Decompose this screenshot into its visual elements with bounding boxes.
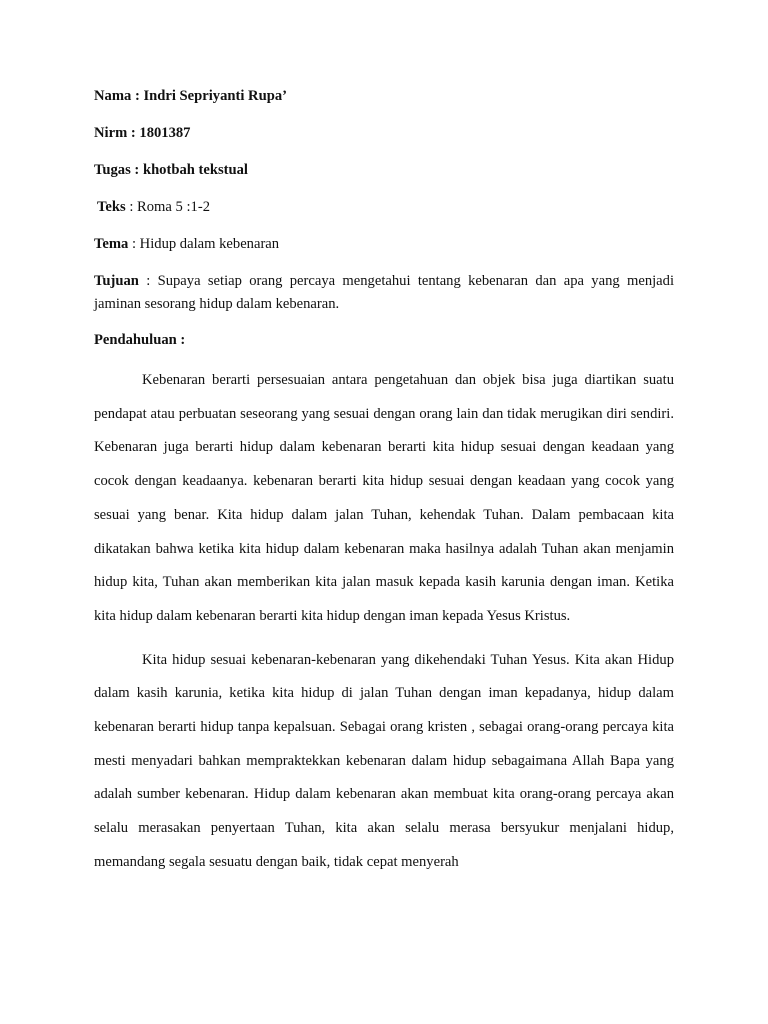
tujuan-value: : Supaya setiap orang percaya mengetahui tentang kebenaran dan apa yang menjadi jaminan sesorang hidup dalam kebenaran. <box>94 273 674 312</box>
nirm-label: Nirm : <box>94 125 140 141</box>
tema-label: Tema <box>94 236 129 252</box>
body-paragraph-2: Kita hidup sesuai kebenaran-kebenaran yang dikehendaki Tuhan Yesus. Kita akan Hidup dalam kasih karunia, ketika kita hidup di jalan Tuhan dengan iman kepadanya, hidup dalam kebenaran berarti hidup tanpa kepalsuan. Sebagai orang kristen , sebagai orang-orang percaya kita mesti menyadari bahkan mempraktekkan kebenaran dalam hidup sebagaimana Allah Bapa yang adalah sumber kebenaran. Hidup dalam kebenaran akan membuat kita orang-orang percaya akan selalu merasakan penyertaan Tuhan, kita akan selalu merasa bersyukur menjalani hidup, memandang segala sesuatu dengan baik, tidak cepat menyerah <box>94 651 674 870</box>
nama-value: Indri Sepriyanti Rupa’ <box>143 88 287 104</box>
teks-label: Teks <box>97 199 126 215</box>
tugas-label: Tugas : <box>94 162 143 178</box>
tujuan-label: Tujuan <box>94 273 139 289</box>
document-body <box>94 86 674 880</box>
field-tujuan <box>94 270 674 316</box>
body-paragraph-1: Kebenaran berarti persesuaian antara pengetahuan dan objek bisa juga diartikan suatu pendapat atau perbuatan seseorang yang sesuai dengan orang lain dan tidak merugikan diri sendiri. Kebenaran juga berarti hidup dalam kebenaran berarti kita hidup sesuai dengan keadaan yang cocok dengan keadaanya. kebenaran berarti kita hidup sesuai dengan keadaan yang cocok yang sesuai yang benar. Kita hidup dalam jalan Tuhan, kehendak Tuhan. Dalam pembacaan kita dikatakan bahwa ketika kita hidup dalam kebenaran maka hasilnya adalah Tuhan akan menjamin hidup kita, Tuhan akan memberikan kita jalan masuk kepada kasih karunia dengan iman. Ketika kita hidup dalam kebenaran berarti kita hidup dengan iman kepada Yesus Kristus. <box>94 372 674 624</box>
section-title-pendahuluan: Pendahuluan : <box>94 332 186 348</box>
tema-value: : Hidup dalam kebenaran <box>128 236 280 252</box>
field-nama <box>94 86 674 106</box>
field-tema <box>94 234 674 254</box>
tugas-value: khotbah tekstual <box>142 162 248 178</box>
field-teks <box>94 197 674 217</box>
field-tugas <box>94 160 674 180</box>
field-nirm <box>94 123 674 143</box>
nama-label: Nama : <box>94 88 144 104</box>
nirm-value: 1801387 <box>139 125 191 141</box>
teks-value: : Roma 5 :1-2 <box>125 199 210 215</box>
